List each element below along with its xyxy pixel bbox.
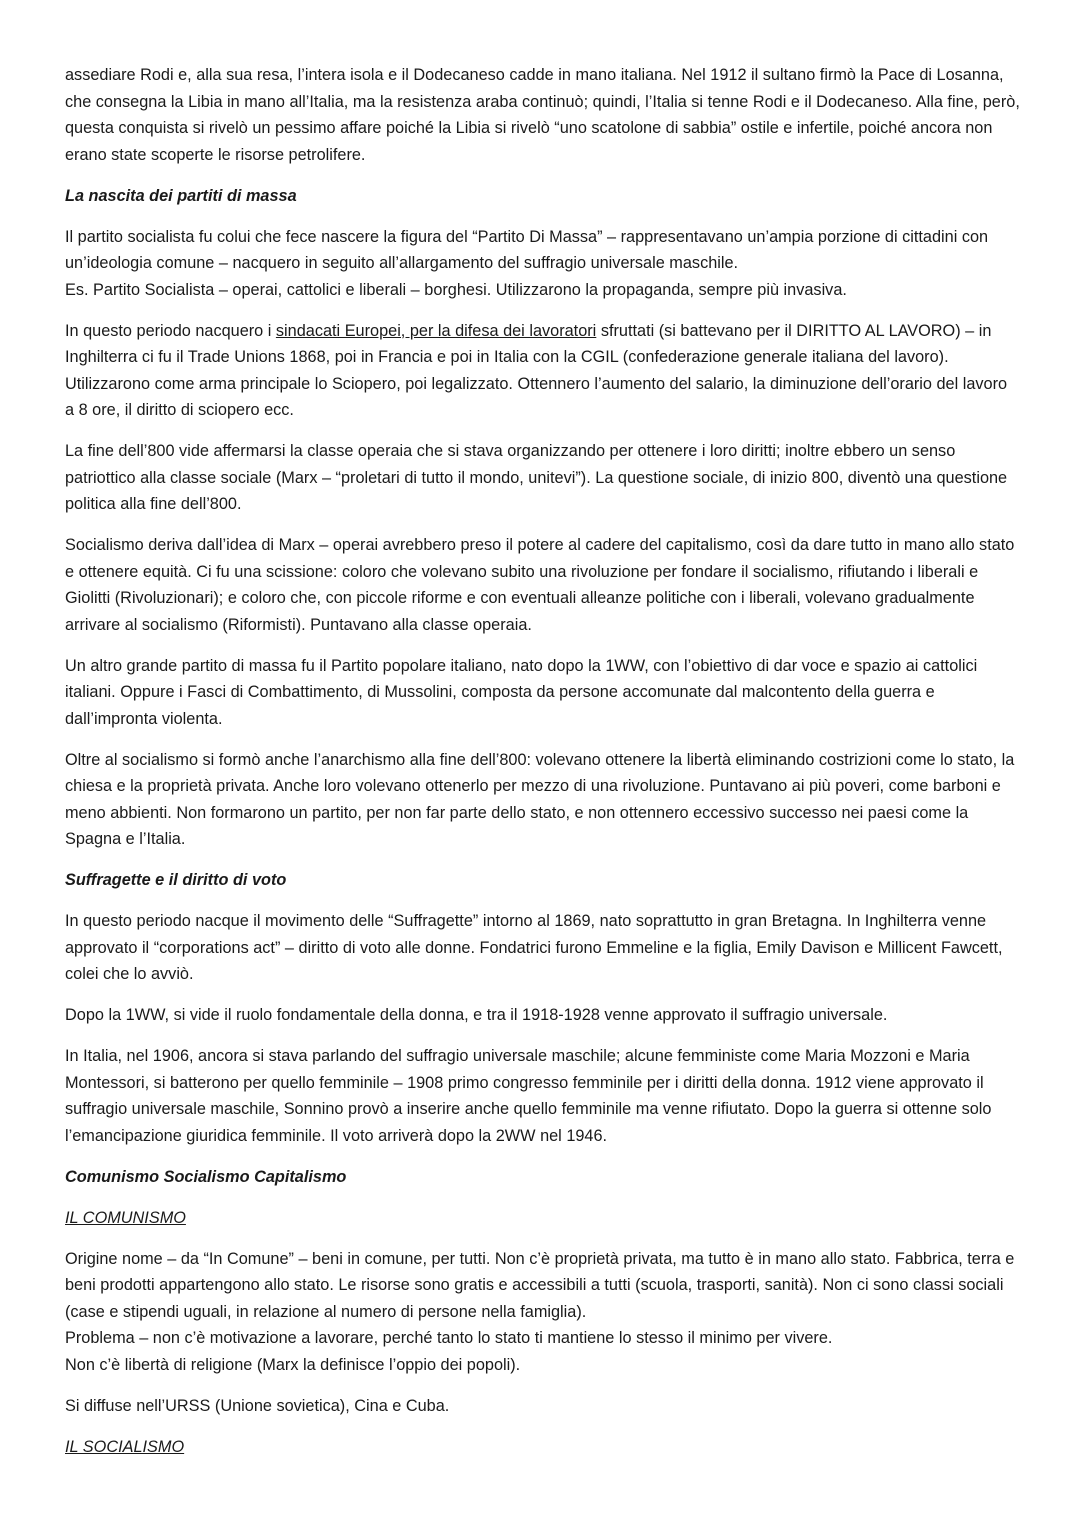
paragraph-dopo-1ww: Dopo la 1WW, si vide il ruolo fondamentale della donna, e tra il 1918-1928 venne approvato il suffragio universale. <box>65 1006 888 1024</box>
paragraph-sindacati <box>65 318 1020 424</box>
heading-partiti-di-massa: La nascita dei partiti di massa <box>65 186 297 205</box>
paragraph-diffusione: Si diffuse nell’URSS (Unione sovietica), Cina e Cuba. <box>65 1396 450 1415</box>
heading-comunismo-socialismo-capitalismo: Comunismo Socialismo Capitalismo <box>65 1167 347 1186</box>
paragraph-socialismo-marx: Socialismo deriva dall’idea di Marx – operai avrebbero preso il potere al cadere del capitalismo, così da dare tutto in mano allo stato e ottenere equità. Ci fu una scissione: coloro che volevano subito una rivoluzione per fondare il socialismo, rifiutando i liberali e Giolitti (Rivoluzionari); e coloro che, con piccole riforme e con eventuali alleanze politiche con i liberali, volevano gradualmente arrivare al socialismo (Riformisti). Puntavano alla classe operaia. <box>65 536 1015 634</box>
paragraph-comunismo <box>65 1246 1020 1379</box>
paragraph-partito-di-massa-line1: Il partito socialista fu colui che fece nascere la figura del “Partito Di Massa” – rappresentavano un’ampia porzione di cittadini con un’ideologia comune – nacquero in seguito all’allargamento del suffragio universale maschile. <box>65 227 989 272</box>
paragraph-partito-di-massa-line2: Es. Partito Socialista – operai, cattolici e liberali – borghesi. Utilizzarono la propaganda, sempre più invasiva. <box>65 280 847 299</box>
subheading-socialismo: IL SOCIALISMO <box>65 1437 185 1456</box>
paragraph-suffragette: In questo periodo nacque il movimento delle “Suffragette” intorno al 1869, nato soprattutto in gran Bretagna. In Inghilterra venne approvato il “corporations act” – diritto di voto alle donne. Fondatrici furono Emmeline e la figlia, Emily Davison e Millicent Fawcett, colei che lo avviò. <box>65 912 1003 983</box>
sindacati-text-pre: In questo periodo nacquero i <box>65 321 276 340</box>
paragraph-partito-di-massa <box>65 224 1020 304</box>
comunismo-line2: Problema – non c’è motivazione a lavorare, perché tanto lo stato ti mantiene lo stesso il minimo per vivere. <box>65 1329 833 1347</box>
paragraph-anarchismo: Oltre al socialismo si formò anche l’anarchismo alla fine dell’800: volevano ottenere la libertà eliminando costrizioni come lo stato, la chiesa e la proprietà privata. Anche loro volevano ottenerlo per mezzo di una rivoluzione. Puntavano ai più poveri, come barboni e meno abbienti. Non formarono un partito, per non far parte dello stato, e non ottennero eccessivo successo nei paesi come la Spagna e l’Italia. <box>65 750 1015 848</box>
comunismo-line1: Origine nome – da “In Comune” – beni in comune, per tutti. Non c’è proprietà privata, ma tutto è in mano allo stato. Fabbrica, terra e beni prodotti appartengono allo stato. Le risorse sono gratis e accessibili a tutti (scuola, trasporti, sanità). Non ci sono classi sociali (case e stipendi uguali, in relazione al numero di persone nella famiglia). <box>65 1249 1015 1321</box>
paragraph-italia-suffragio: In Italia, nel 1906, ancora si stava parlando del suffragio universale maschile; alcune femministe come Maria Mozzoni e Maria Montessori, si batterono per quello femminile – 1908 primo congresso femminile per i diritti della donna. 1912 viene approvato il suffragio universale maschile, Sonnino provò a inserire anche quello femminile ma venne rifiutato. Dopo la guerra si ottenne solo l’emancipazione giuridica femminile. Il voto arriverà dopo la 2WW nel 1946. <box>65 1047 992 1145</box>
subheading-comunismo: IL COMUNISMO <box>65 1208 186 1227</box>
sindacati-underlined-text: sindacati Europei, per la difesa dei lavoratori <box>275 321 597 340</box>
paragraph-libia: assediare Rodi e, alla sua resa, l’intera isola e il Dodecaneso cadde in mano italiana. Nel 1912 il sultano firmò la Pace di Losanna, che consegna la Libia in mano all’Italia, ma la resistenza araba continuò; quindi, l’Italia si tenne Rodi e il Dodecaneso. Alla fine, però, questa conquista si rivelò un pessimo affare poiché la Libia si rivelò “uno scatolone di sabbia” ostile e infertile, poiché ancora non erano state scoperte le risorse petrolifere. <box>65 66 1020 164</box>
paragraph-partito-popolare: Un altro grande partito di massa fu il Partito popolare italiano, nato dopo la 1WW, con l’obiettivo di dar voce e spazio ai cattolici italiani. Oppure i Fasci di Combattimento, di Mussolini, composta da persone accomunate dal malcontento della guerra e dall’impronta violenta. <box>65 656 978 728</box>
sindacati-text-post: sfruttati (si battevano per il DIRITTO AL LAVORO) – in Inghilterra ci fu il Trade Unions 1868, poi in Francia e poi in Italia con la CGIL (confederazione generale italiana del lavoro). Utilizzarono come arma principale lo Sciopero, poi legalizzato. Ottennero l’aumento del salario, la diminuzione dell’orario del lavoro a 8 ore, il diritto di sciopero ecc. <box>65 321 1008 419</box>
comunismo-line3: Non c’è libertà di religione (Marx la definisce l’oppio dei popoli). <box>65 1355 521 1374</box>
paragraph-classe-operaia: La fine dell’800 vide affermarsi la classe operaia che si stava organizzando per ottenere i loro diritti; inoltre ebbero un senso patriottico alla classe sociale (Marx – “proletari di tutto il mondo, unitevi”). La questione sociale, di inizio 800, diventò una questione politica alla fine dell’800. <box>65 442 1008 513</box>
heading-suffragette: Suffragette e il diritto di voto <box>65 871 287 889</box>
